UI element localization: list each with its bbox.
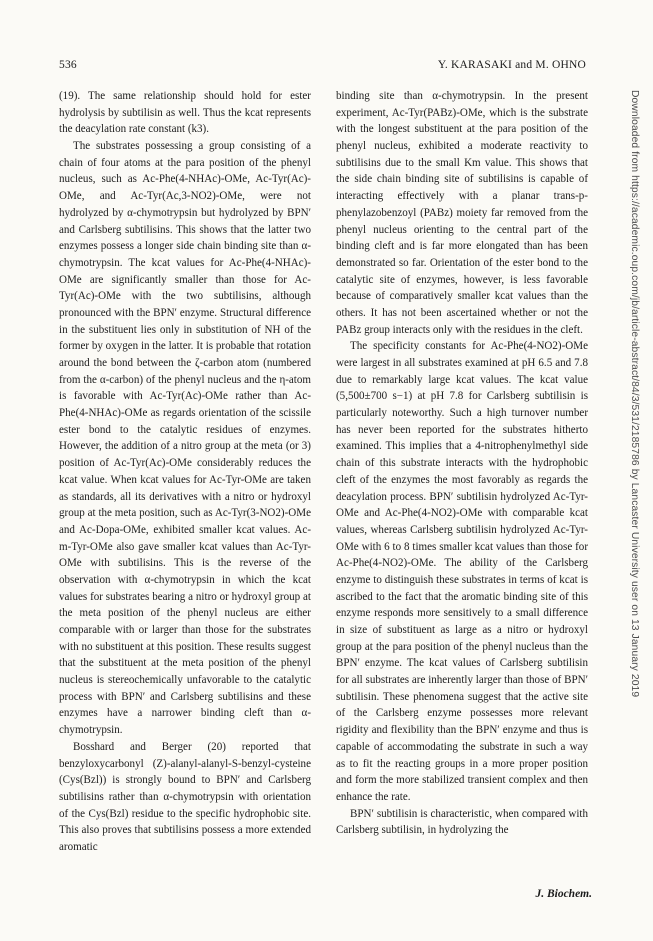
download-note[interactable]: Downloaded from https://academic.oup.com/jb/article-abstract/84/3/531/2185786 by Lancaster University user on 13 January 2019: [629, 90, 640, 698]
journal-name: J. Biochem.: [535, 888, 592, 900]
running-header-authors: Y. KARASAKI and M. OHNO: [437, 59, 586, 71]
right-paragraph-3: BPN′ subtilisin is characteristic, when compared with Carlsberg subtilisin, in hydrolyzing the: [336, 807, 588, 837]
page-number: 536: [59, 59, 77, 71]
download-watermark: [628, 90, 644, 890]
left-paragraph-3: Bosshard and Berger (20) reported that benzyloxycarbonyl (Z)-alanyl-alanyl-S-benzyl-cysteine (Cys(Bzl)) is strongly bound to BPN′ and Carlsberg subtilisins rather than α-chymotrypsin with orientation of the Cys(Bzl) residue to the specific hydrophobic site. This also proves that subtilisins possess a more extended aromatic: [59, 740, 311, 853]
left-paragraph-1: (19). The same relationship should hold for ester hydrolysis by subtilisin as well. Thus the kcat represents the deacylation rate constant (k3).: [59, 90, 311, 136]
right-paragraph-1: binding site than α-chymotrypsin. In the present experiment, Ac-Tyr(PABz)-OMe, which is the substrate with the longest substituent at the para position of the phenyl nucleus, exhibited a moderate reactivity to subtilisins due to the small Km value. This shows that the side chain binding site of subtilisins is capable of interacting effectively with a planar trans-p-phenylazobenzoyl (PABz) moiety far removed from the phenyl nucleus orienting to the central part of the binding cleft and is far more elongated than has been demonstrated so far. Orientation of the ester bond to the catalytic site of enzymes, however, is less favorable because of comparatively smaller kcat values than the others. It has not been ascertained whether or not the PABz group interacts only with the residues in the cleft.: [336, 90, 588, 336]
right-column: [336, 88, 588, 839]
left-column: [59, 88, 311, 856]
left-paragraph-2: The substrates possessing a group consisting of a chain of four atoms at the para position of the phenyl nucleus, such as Ac-Phe(4-NHAc)-OMe, Ac-Tyr(Ac)-OMe, and Ac-Tyr(Ac,3-NO2)-OMe, were not hydrolyzed by α-chymotrypsin but hydrolyzed by BPN′ and Carlsberg subtilisins. This shows that the latter two enzymes possess a longer side chain binding site than α-chymotrypsin. The kcat values for Ac-Phe(4-NHAc)-OMe are significantly smaller than those for Ac-Tyr(Ac)-OMe with the two subtilisins, although pronounced with the BPN′ enzyme. Structural difference in the substituent lies only in substitution of NH of the former by oxygen in the latter. It is probable that rotation around the bond between the ζ-carbon atom (numbered from the α-carbon) of the phenyl nucleus and the η-atom is favorable with Ac-Tyr(Ac)-OMe rather than Ac-Phe(4-NHAc)-OMe as regards orientation of the scissile ester bond to the catalytic residues of enzymes. However, the addition of a nitro group at the meta (or 3) position of Ac-Tyr(Ac)-OMe considerably reduces the kcat value. When kcat values for Ac-Tyr-OMe are taken as standards, all its derivatives with a nitro or hydroxyl group at the meta position, such as Ac-Tyr(3-NO2)-OMe and Ac-Dopa-OMe, exhibited smaller kcat values. Ac-m-Tyr-OMe also gave smaller kcat values than Ac-Tyr-OMe with subtilisins. This is the reverse of the observation with α-chymotrypsin in which the kcat values for substrates bearing a nitro or hydroxyl group at the meta position of the phenyl nucleus are either comparable with or larger than those for the substrates with no substituent at this position. These results suggest that the substituent at the meta position of the phenyl nucleus is stereochemically unfavorable to the catalytic process with BPN′ and Carlsberg subtilisins and these enzymes have a narrower binding cleft than α-chymotrypsin.: [59, 140, 311, 737]
right-paragraph-2: The specificity constants for Ac-Phe(4-NO2)-OMe were largest in all substrates examined at pH 6.5 and 7.8 due to remarkably large kcat values. The kcat value (5,500±700 s−1) at pH 7.8 for Carlsberg subtilisin is particularly noteworthy. Such a high turnover number has never been reported for the substrates hitherto examined. This implies that a 4-nitrophenylmethyl side chain of this substrate interacts with the hydrophobic cleft of the enzymes the most favorably as regards the deacylation process. BPN′ subtilisin hydrolyzed Ac-Tyr-OMe and Ac-Phe(4-NO2)-OMe with comparable kcat values, whereas Carlsberg subtilisin hydrolyzed Ac-Tyr-OMe with 6 to 8 times smaller kcat values than those for Ac-Phe(4-NO2)-OMe. The ability of the Carlsberg enzyme to distinguish these substrates in terms of kcat is ascribed to the fact that the aromatic binding site of this enzyme responds more sensitively to a small difference in size of substituent as large as a nitro or hydroxyl group at the para position of the phenyl nucleus than the BPN′ enzyme. The kcat values of Carlsberg subtilisin for all substrates are inherently larger than those of BPN′ subtilisin. These phenomena suggest that the active site of the Carlsberg enzyme possesses more relevant rigidity and flexibility than the BPN′ enzyme and thus is capable of accommodating the substrate in such a way as to fit the reacting groups in a more proper position and form the more stabilized transient complex and then enhance the rate.: [336, 340, 588, 803]
